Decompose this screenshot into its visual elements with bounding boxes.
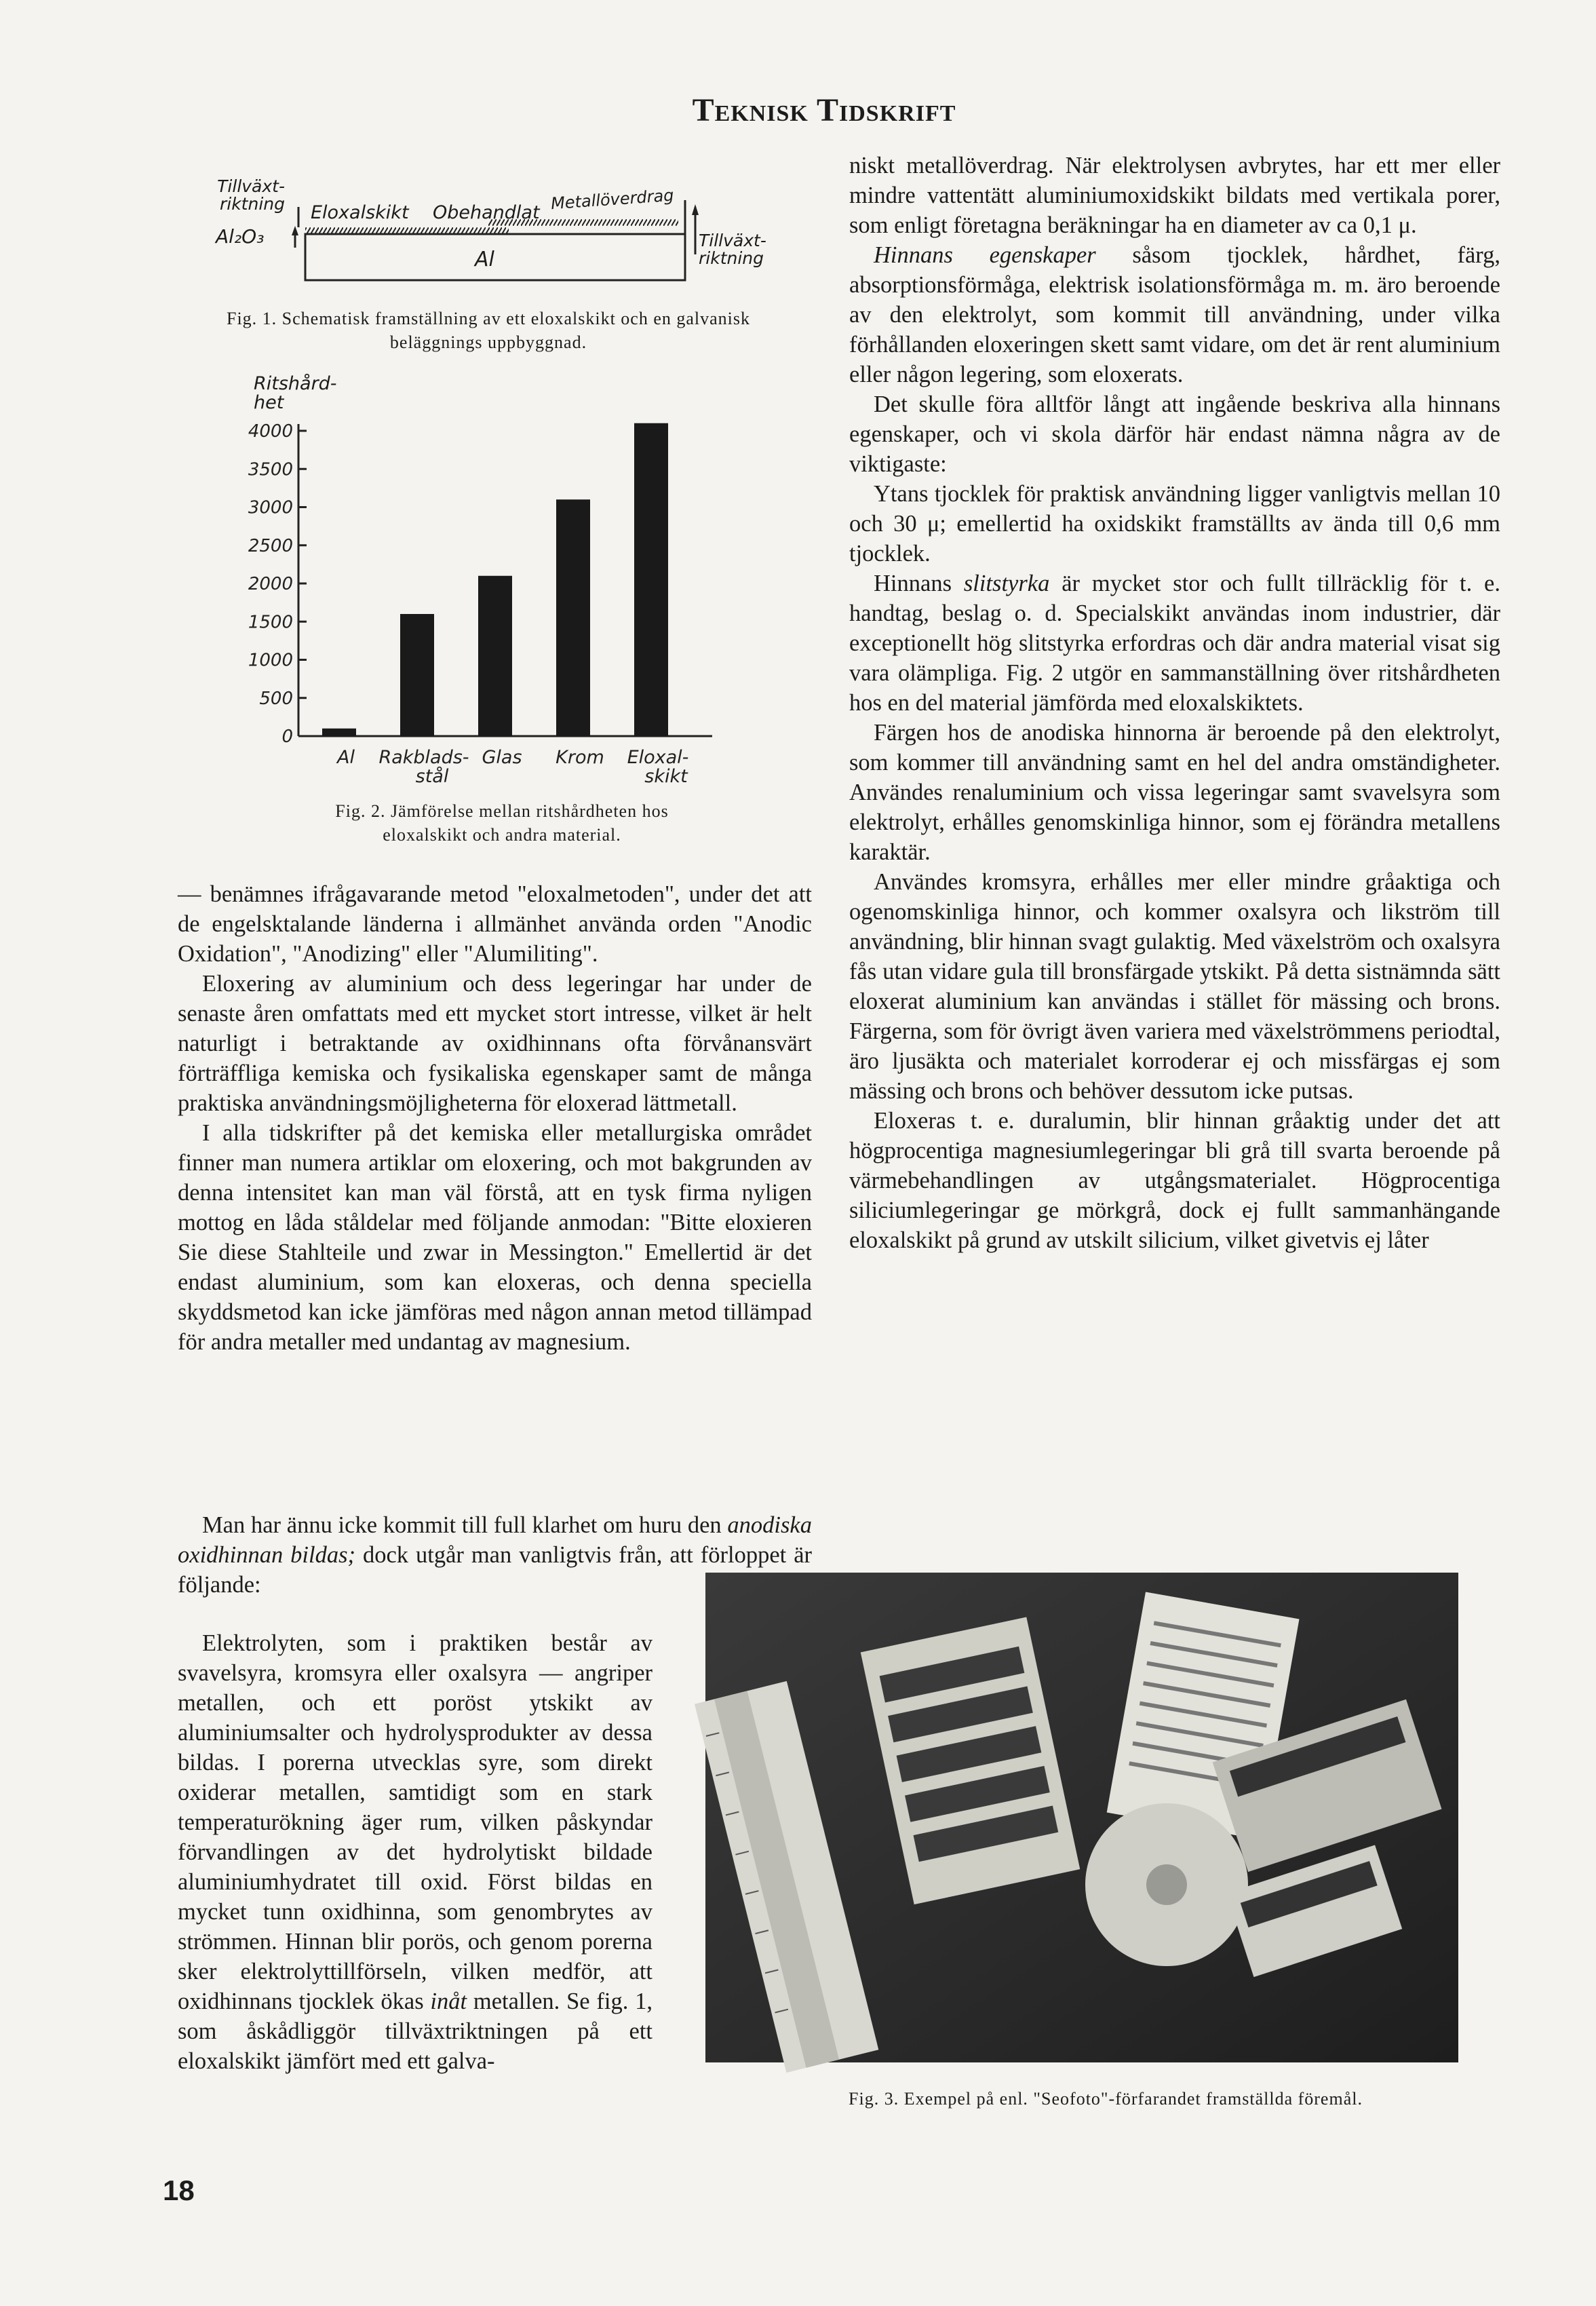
y-tick-label: 1000 [248, 650, 293, 671]
bar [478, 576, 512, 736]
fig1-label-eloxalskikt: Eloxalskikt [311, 202, 409, 223]
bar [634, 423, 668, 736]
right-column [849, 151, 1500, 1255]
figure-2-bar-chart [224, 366, 766, 787]
running-header: Teknisk Tidskrift [692, 92, 956, 128]
y-tick-label: 1500 [248, 612, 293, 633]
chart-y-axis-label: Ritshård- het [254, 373, 337, 413]
x-category-label: skikt [644, 766, 688, 787]
y-tick-label: 500 [259, 688, 293, 709]
y-tick-label: 2000 [248, 574, 293, 594]
x-category-label: Glas [482, 747, 522, 768]
paragraph: Det skulle föra alltför långt att ingående beskriva alla hinnans egenskaper, och vi skola därför här endast nämna några av de viktigaste: [849, 391, 1500, 477]
paragraph: Hinnans slitstyrka är mycket stor och fullt tillräcklig för t. e. handtag, beslag o. d. Specialskikt användas inom industrier, där exceptionellt hög slitstyrka erfordras och där andra material visat sig vara olämpliga. Fig. 2 utgör en sammanställning över ritshårdheten hos en del material jämförda med eloxalskiktets. [849, 571, 1500, 716]
paragraph: Elektrolyten, som i praktiken består av svavelsyra, kromsyra eller oxalsyra — angriper metallen, och ett poröst ytskikt av aluminiumsalter och hydrolysprodukter av dessa bildas. I porerna utvecklas syre, som direkt oxiderar metallen, samtidigt som en stark temperaturökning äger rum, vilken påskyndar förvandlingen av det hydrolytiskt bildade aluminiumhydratet till oxid. Först bildas en mycket tunn oxidhinna, som genombrytes av strömmen. Hinnan blir porös, och genom porerna sker elektrolyttillförseln, vilken medför, att oxidhinnans tjocklek ökas inåt metallen. Se fig. 1, som åskådliggör tillväxtriktningen på ett eloxalskikt jämfört med ett galva- [178, 1630, 653, 2074]
paragraph: Ytans tjocklek för praktisk användning ligger vanligtvis mellan 10 och 30 μ; emellertid ha oxidskikt framställts av ända till 0,6 mm tjocklek. [849, 481, 1500, 566]
paragraph: Eloxeras t. e. duralumin, blir hinnan gråaktig under det att högprocentiga magnesiumlegeringar bli grå till svarta beroende på värmebehandlingen av utgångsmaterialet. Högprocentiga siliciumlegeringar ge mörkgrå, dock ej fullt sammanhängande eloxalskikt på grund av utskilt silicium, vilket givetvis ej låter [849, 1108, 1500, 1253]
x-category-label: stål [415, 766, 449, 787]
fig1-label-growth-left: Tillväxt- riktning [217, 176, 285, 214]
page-number: 18 [163, 2174, 195, 2206]
fig1-label-al2o3: Al₂O₃ [216, 225, 265, 248]
left-column-top [178, 879, 812, 1357]
bar [556, 499, 590, 736]
paragraph: Användes kromsyra, erhålles mer eller mindre gråaktiga och ogenomskinliga hinnor, och kommer oxalsyra och likström till användning, blir hinnan svagt gulaktig. Med växelström och oxalsyra fås utan vidare gula till bronsfärgade ytskikt. På detta sistnämnda sätt eloxerat aluminium kan användas i stället för mässing och brons. Färgerna, som för övrigt även variera med växelströmmens periodtal, äro ljusäkta och materialet korroderar ej och missfärgas ej som mässing och brons och behöver dessutom icke putsas. [849, 869, 1500, 1104]
left-column-narrow [178, 1628, 653, 2076]
y-tick-label: 3000 [248, 497, 293, 518]
y-tick-label: 4000 [248, 421, 293, 442]
y-tick-label: 3500 [248, 459, 293, 480]
paragraph: I alla tidskrifter på det kemiska eller metallurgiska området finner man numera artiklar om eloxering, och mot bakgrunden av denna intensitet kan man väl förstå, att en tysk firma nyligen mottog en låda ståldelar med följande anmodan: "Bitte eloxieren Sie diese Stahlteile und zwar in Messington." Emellertid är det endast aluminium, som kan eloxeras, och denna speciella skyddsmetod kan icke jämföras med någon annan metod tillämpad för andra metaller med undantag av magnesium. [178, 1120, 812, 1355]
x-category-label: Al [337, 747, 355, 768]
x-category-label: Rakblads- [378, 747, 469, 768]
fig1-caption: Fig. 1. Schematisk framställning av ett eloxalskikt och en galvanisk beläggnings uppbyggnad. [226, 309, 751, 352]
paragraph: niskt metallöverdrag. När elektrolysen avbrytes, har ett mer eller mindre vattentätt aluminiumoxidskikt bildats med vertikala porer, som enligt företagna beräkningar ha en diameter av ca 0,1 μ. [849, 153, 1500, 238]
y-tick-label: 0 [281, 727, 293, 747]
paragraph: — benämnes ifrågavarande metod "eloxalmetoden", under det att de engelsktalande länderna i allmänhet använda orden "Anodic Oxidation", "Anodizing" eller "Alumiliting". [178, 881, 812, 967]
fig3-caption: Fig. 3. Exempel på enl. "Seofoto"-förfarandet framställda föremål. [849, 2089, 1363, 2109]
y-tick-label: 2500 [248, 535, 293, 556]
fig1-label-metallöverdrag: Metallöverdrag [550, 185, 675, 214]
paragraph: Färgen hos de anodiska hinnorna är beroende på den elektrolyt, som kommer till användning samt en hel del andra omständigheter. Användes renaluminium och vissa legeringar samt svavelsyra som elektrolyt, erhålles genomskinliga hinnor, som ej förändra metallens karaktär. [849, 720, 1500, 865]
paragraph: Man har ännu icke kommit till full klarhet om huru den anodiska oxidhinnan bildas; dock utgår man vanligtvis från, att förloppet är följande: [178, 1512, 812, 1598]
paragraph: Eloxering av aluminium och dess legeringar har under de senaste åren omfattats med ett mycket stort intresse, vilket är helt naturligt i betraktande av oxidhinnans ofta förvånansvärt förträffliga kemiska och fysikaliska egenskaper samt de många praktiska användningsmöjligheterna för eloxerad lättmetall. [178, 971, 812, 1116]
figure-3-photograph [705, 1573, 1458, 2062]
fig2-caption: Fig. 2. Jämförelse mellan ritshårdheten hos eloxalskikt och andra material. [335, 801, 669, 845]
fig1-label-growth-right: Tillväxt- riktning [699, 231, 766, 268]
paragraph: Hinnans egenskaper såsom tjocklek, hårdhet, färg, absorptionsförmåga, elektrisk isolationsförmåga m. m. äro beroende av den elektrolyt, som kommit till användning, under vilka förhållanden eloxeringen skett samt vidare, om det är rent aluminium eller någon legering, som eloxerats. [849, 242, 1501, 387]
x-category-label: Eloxal- [627, 747, 689, 768]
x-category-label: Krom [556, 747, 604, 768]
bar [400, 614, 434, 736]
fig1-label-obehandlat: Obehandlat [433, 202, 540, 223]
bar [322, 729, 356, 736]
fig1-label-al: Al [475, 248, 494, 271]
